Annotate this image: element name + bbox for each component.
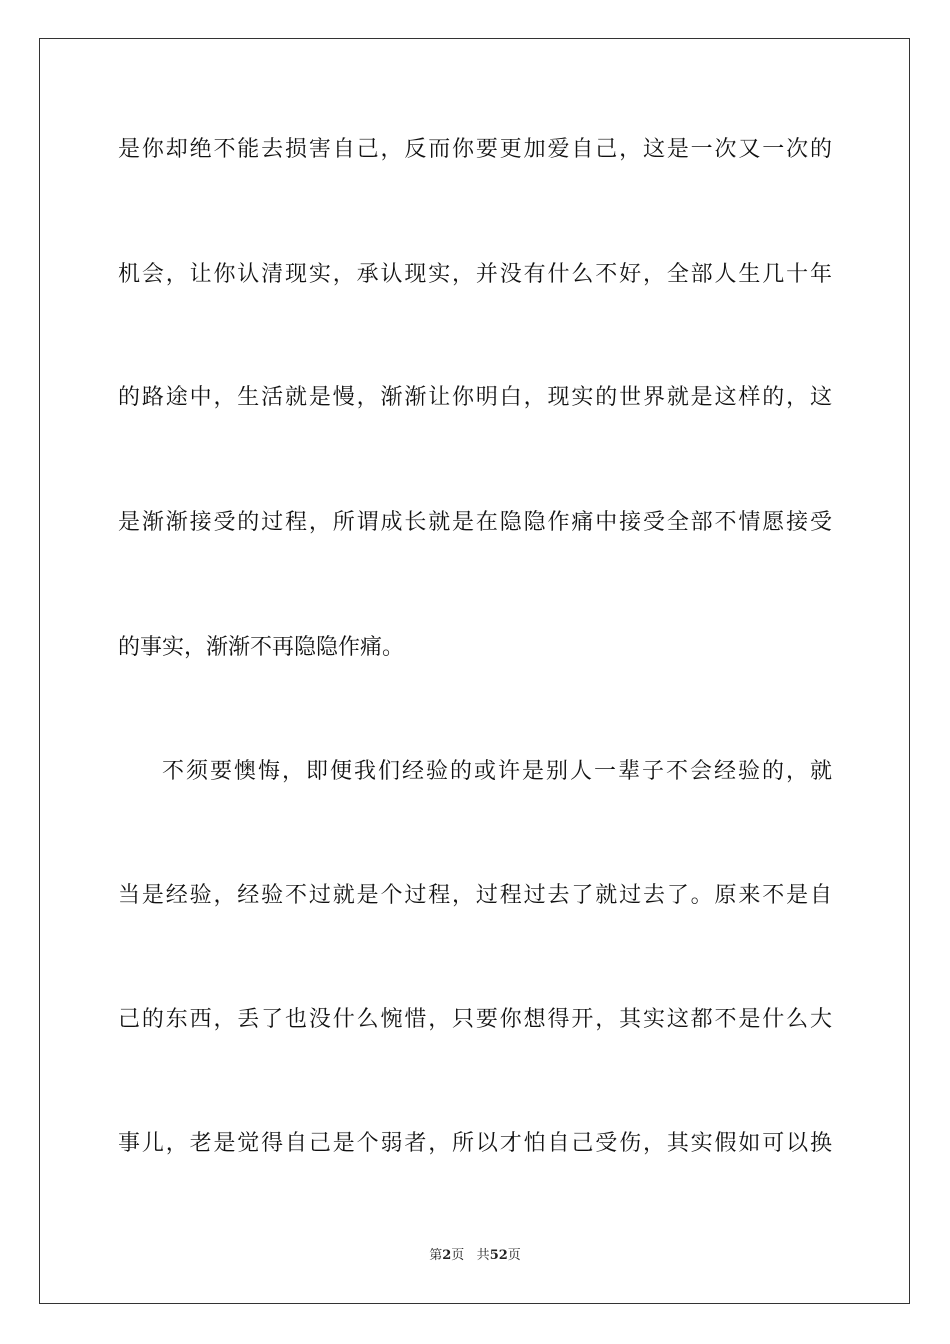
paragraph-first-line: 不须要懊悔，即便我们经验的或许是别人一辈子不会经验的，就 — [162, 759, 832, 784]
text-line: 的事实，渐渐不再隐隐作痛。 — [118, 635, 405, 660]
text-line: 机会，让你认清现实，承认现实，并没有什么不好，全部人生几十年 — [118, 262, 832, 287]
total-label-suffix: 页 — [507, 1248, 521, 1263]
text-line: 是渐渐接受的过程，所谓成长就是在隐隐作痛中接受全部不情愿接受 — [118, 510, 832, 535]
page-label-prefix: 第 — [429, 1248, 443, 1263]
text-line: 己的东西，丢了也没什么惋惜，只要你想得开，其实这都不是什么大 — [118, 1007, 832, 1032]
page-number: 2 — [442, 1248, 452, 1263]
page-label-suffix: 页 — [451, 1248, 465, 1263]
text-line: 当是经验，经验不过就是个过程，过程过去了就过去了。原来不是自 — [118, 883, 832, 908]
total-label-prefix: 共 — [476, 1248, 490, 1263]
text-line: 事儿，老是觉得自己是个弱者，所以才怕自己受伤，其实假如可以换 — [118, 1131, 832, 1156]
text-line: 是你却绝不能去损害自己，反而你要更加爱自己，这是一次又一次的 — [118, 137, 832, 162]
text-line: 的路途中，生活就是慢，渐渐让你明白，现实的世界就是这样的，这 — [118, 385, 832, 410]
page-footer — [0, 1246, 950, 1266]
page-border — [39, 38, 910, 1304]
total-pages: 52 — [489, 1248, 508, 1263]
